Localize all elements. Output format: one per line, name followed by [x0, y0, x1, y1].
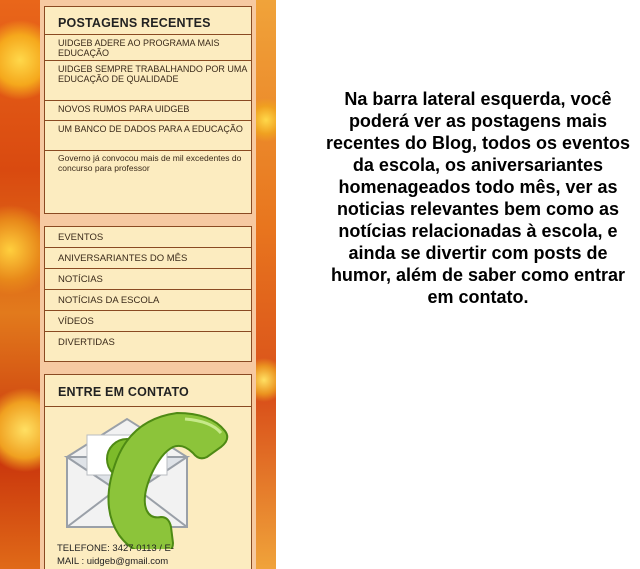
categories-widget	[44, 226, 252, 362]
category-link-eventos[interactable]: EVENTOS	[45, 227, 251, 248]
category-link-divertidas[interactable]: DIVERTIDAS	[58, 337, 115, 348]
category-link-aniversariantes[interactable]: ANIVERSARIANTES DO MÊS	[45, 248, 251, 269]
category-link-noticias[interactable]: NOTÍCIAS	[45, 269, 251, 290]
recent-post-link[interactable]: UIDGEB ADERE AO PROGRAMA MAIS EDUCAÇÃO	[45, 35, 251, 61]
recent-post-link[interactable]: Governo já convocou mais de mil excedentes do concurso para professor	[58, 153, 242, 173]
flower-background-right	[256, 0, 276, 569]
sidebar	[40, 0, 256, 569]
recent-post-link[interactable]: UM BANCO DE DADOS PARA A EDUCAÇÃO	[45, 121, 251, 151]
recent-post-link[interactable]: NOVOS RUMOS PARA UIDGEB	[45, 101, 251, 121]
category-link-noticias-escola[interactable]: NOTÍCIAS DA ESCOLA	[45, 290, 251, 311]
contact-widget	[44, 374, 252, 569]
email-phone-icon	[57, 409, 237, 549]
recent-post-link[interactable]: UIDGEB SEMPRE TRABALHANDO POR UMA EDUCAÇÃO DE QUALIDADE	[45, 61, 251, 101]
category-link-videos[interactable]: VÍDEOS	[45, 311, 251, 332]
recent-posts-widget	[44, 6, 252, 214]
description-text: Na barra lateral esquerda, você poderá ver as postagens mais recentes do Blog, todos os eventos da escola, os aniversariantes homenageados todo mês, ver as noticias relevantes bem como as notícias relacionadas à escola, e ainda se divertir com posts de humor, além de saber como entrar em contato.	[325, 89, 631, 307]
contact-phone-text: TELEFONE: 3427 0113 / E-	[57, 543, 175, 554]
contact-email-text: MAIL : uidgeb@gmail.com	[57, 556, 169, 567]
recent-posts-title: POSTAGENS RECENTES	[45, 7, 251, 35]
contact-title: ENTRE EM CONTATO	[45, 375, 251, 407]
flower-background-left	[0, 0, 40, 569]
